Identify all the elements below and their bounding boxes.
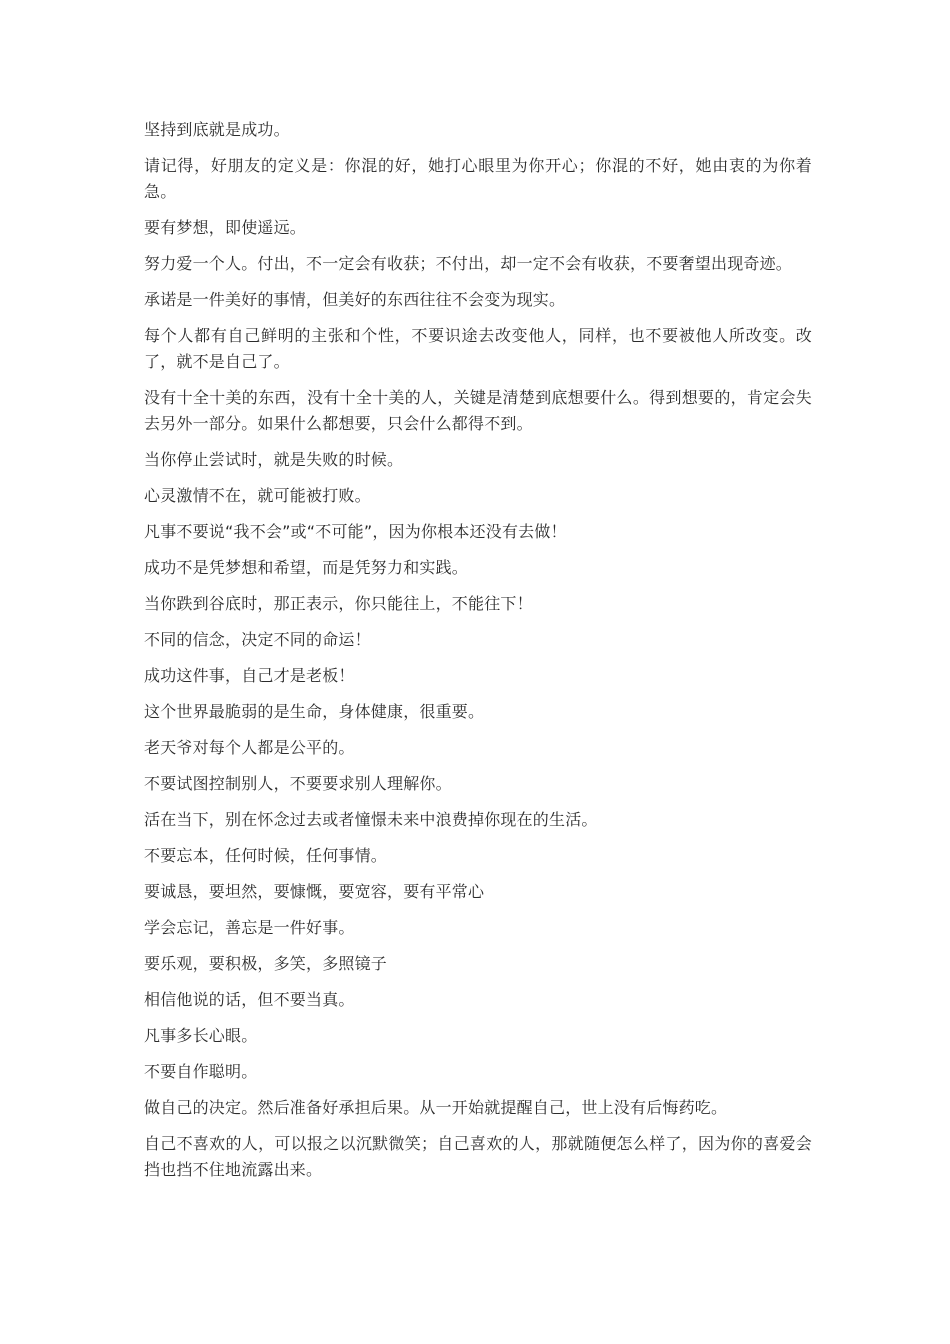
paragraph: 心灵激情不在，就可能被打败。 xyxy=(144,486,371,505)
paragraph: 不要试图控制别人，不要要求别人理解你。 xyxy=(144,774,452,793)
paragraph: 凡事不要说“我不会”或“不可能”，因为你根本还没有去做！ xyxy=(144,522,567,541)
paragraph: 这个世界最脆弱的是生命，身体健康，很重要。 xyxy=(144,702,485,721)
paragraph: 不要忘本，任何时候，任何事情。 xyxy=(144,846,388,865)
paragraph: 不要自作聪明。 xyxy=(144,1062,258,1081)
paragraph: 凡事多长心眼。 xyxy=(144,1026,258,1045)
paragraph: 当你停止尝试时，就是失败的时候。 xyxy=(144,450,404,469)
paragraph: 成功不是凭梦想和希望，而是凭努力和实践。 xyxy=(144,558,469,577)
paragraph: 坚持到底就是成功。 xyxy=(144,120,290,139)
paragraph: 请记得，好朋友的定义是：你混的好，她打心眼里为你开心；你混的不好，她由衷的为你着急。 xyxy=(144,156,812,201)
paragraph: 做自己的决定。然后准备好承担后果。从一开始就提醒自己，世上没有后悔药吃。 xyxy=(144,1098,728,1117)
paragraph: 当你跌到谷底时，那正表示，你只能往上，不能往下！ xyxy=(144,594,533,613)
document-body xyxy=(144,117,812,1193)
paragraph: 老天爷对每个人都是公平的。 xyxy=(144,738,355,757)
paragraph: 学会忘记，善忘是一件好事。 xyxy=(144,918,355,937)
paragraph: 承诺是一件美好的事情，但美好的东西往往不会变为现实。 xyxy=(144,290,566,309)
paragraph: 要乐观，要积极，多笑，多照镜子 xyxy=(144,954,388,973)
paragraph: 每个人都有自己鲜明的主张和个性，不要识途去改变他人，同样，也不要被他人所改变。改了，就不是自己了。 xyxy=(144,326,812,371)
paragraph: 相信他说的话，但不要当真。 xyxy=(144,990,355,1009)
paragraph: 没有十全十美的东西，没有十全十美的人，关键是清楚到底想要什么。得到想要的，肯定会失去另外一部分。如果什么都想要，只会什么都得不到。 xyxy=(144,388,812,433)
paragraph: 努力爱一个人。付出，不一定会有收获；不付出，却一定不会有收获，不要奢望出现奇迹。 xyxy=(144,254,793,273)
paragraph: 成功这件事，自己才是老板！ xyxy=(144,666,355,685)
paragraph: 要有梦想，即使遥远。 xyxy=(144,218,307,237)
paragraph: 要诚恳，要坦然，要慷慨，要宽容，要有平常心 xyxy=(144,882,485,901)
paragraph: 不同的信念，决定不同的命运！ xyxy=(144,630,371,649)
paragraph: 活在当下，别在怀念过去或者憧憬未来中浪费掉你现在的生活。 xyxy=(144,810,598,829)
paragraph: 自己不喜欢的人，可以报之以沉默微笑；自己喜欢的人，那就随便怎么样了，因为你的喜爱会挡也挡不住地流露出来。 xyxy=(144,1134,812,1179)
